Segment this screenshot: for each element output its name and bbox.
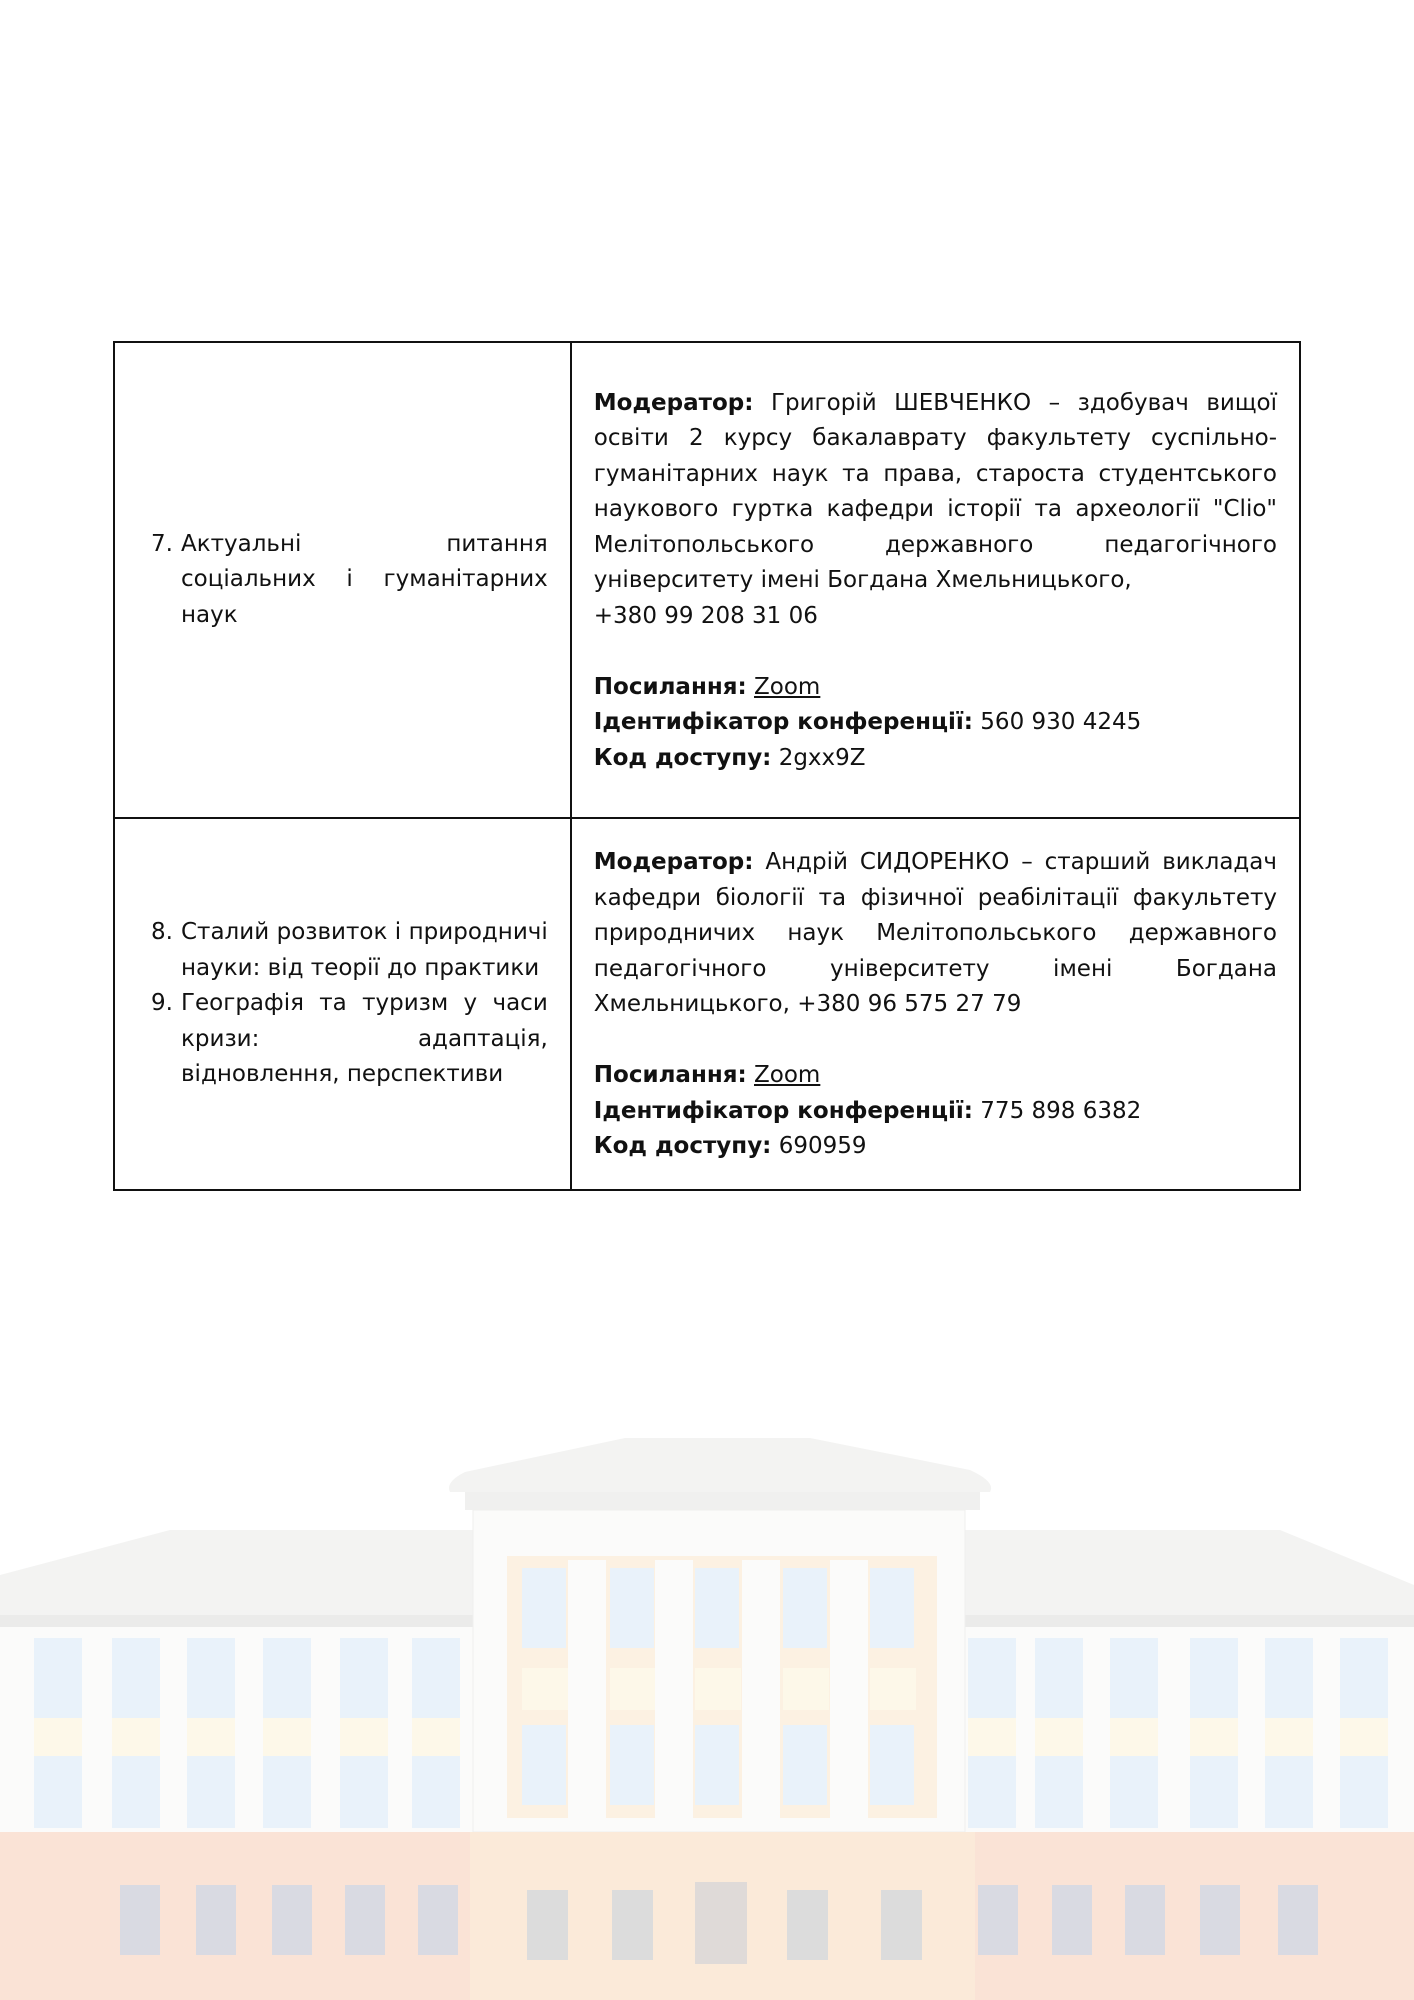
wing-window-middle: [412, 1718, 460, 1756]
ground-window: [612, 1890, 653, 1960]
section-list: [115, 527, 570, 634]
wing-window-upper: [340, 1638, 388, 1718]
wing-window-upper: [1265, 1638, 1313, 1718]
link-line: [594, 1058, 1277, 1094]
link-label: Посилання:: [593, 673, 747, 700]
left-wing-cornice: [0, 1615, 475, 1627]
tower-cornice: [465, 1492, 980, 1510]
tower-column: [742, 1560, 780, 1822]
ground-window: [345, 1885, 385, 1955]
wing-window-upper: [112, 1638, 160, 1718]
moderator-info-cell: [571, 342, 1300, 818]
wing-window-upper: [1340, 1638, 1388, 1718]
wing-window-middle: [112, 1718, 160, 1756]
tower-window-upper: [870, 1568, 914, 1648]
wing-window-middle: [1035, 1718, 1083, 1756]
moderator-label: Модератор:: [593, 389, 754, 416]
wing-window-middle: [1265, 1718, 1313, 1756]
wing-window-upper: [34, 1638, 82, 1718]
section-item: [151, 915, 548, 986]
spacer: [594, 1023, 1277, 1059]
wing-window-lower: [112, 1756, 160, 1828]
section-item: [151, 986, 548, 1093]
section-number: 9.: [151, 990, 173, 1016]
wing-window-upper: [187, 1638, 235, 1718]
conference-id-line: [594, 1094, 1277, 1130]
conference-id-label: Ідентифікатор конференції:: [593, 709, 973, 736]
tower-window-lower: [783, 1725, 827, 1805]
conference-id-value: 560 930 4245: [980, 709, 1142, 736]
wing-window-lower: [340, 1756, 388, 1828]
tower-window-upper: [695, 1568, 739, 1648]
wing-window-lower: [1035, 1756, 1083, 1828]
conference-id-line: [594, 705, 1277, 741]
tower-column: [830, 1560, 868, 1822]
wing-window-middle: [340, 1718, 388, 1756]
wing-window-lower: [968, 1756, 1016, 1828]
section-title: Актуальні питання соціальних і гуманітарних наук: [181, 530, 548, 628]
ground-window: [120, 1885, 160, 1955]
tower-window-lower: [522, 1725, 566, 1805]
wing-window-lower: [34, 1756, 82, 1828]
section-cell: [114, 342, 571, 818]
ground-window: [418, 1885, 458, 1955]
section-item: [151, 527, 548, 634]
wing-window-lower: [1340, 1756, 1388, 1828]
ground-floor-right: [975, 1832, 1414, 2000]
tower-windows: [522, 1560, 916, 1822]
wing-window-lower: [412, 1756, 460, 1828]
tower-window-middle: [522, 1668, 568, 1710]
access-code-label: Код доступу:: [593, 744, 772, 771]
tower-window-lower: [870, 1725, 914, 1805]
ground-window: [1052, 1885, 1092, 1955]
section-cell: [114, 818, 571, 1190]
spacer: [594, 634, 1277, 670]
access-code-label: Код доступу:: [593, 1133, 772, 1159]
tower-column: [568, 1560, 606, 1822]
right-wing-cornice: [965, 1615, 1414, 1627]
tower-window-middle: [610, 1668, 656, 1710]
tower-roof: [449, 1438, 991, 1492]
ground-window: [196, 1885, 236, 1955]
wing-window-middle: [1110, 1718, 1158, 1756]
moderator-paragraph: [594, 845, 1277, 1023]
section-list: [115, 915, 570, 1093]
wing-window-lower: [263, 1756, 311, 1828]
tower-window-lower: [610, 1725, 654, 1805]
tower-window-upper: [783, 1568, 827, 1648]
wing-window-upper: [1190, 1638, 1238, 1718]
wing-window-lower: [1190, 1756, 1238, 1828]
table-row: [114, 818, 1300, 1190]
moderator-description: Андрій СИДОРЕНКО – старший викладач кафедри біології та фізичної реабілітації факультету природничих наук Мелітопольського державного педагогічного університету імені Богдана Хмельницького, +380 96 575 27 79: [593, 849, 1277, 1017]
access-code-line: [594, 741, 1277, 777]
wing-window-middle: [263, 1718, 311, 1756]
moderator-description: Григорій ШЕВЧЕНКО – здобувач вищої освіти 2 курсу бакалаврату факультету суспільно-гуманітарних наук та права, староста студентського наукового гуртка кафедри історії та археології "Clio" Мелітопольського державного педагогічного університету імені Богдана Хмельницького,: [593, 389, 1278, 594]
wing-window-upper: [263, 1638, 311, 1718]
wing-window-upper: [1035, 1638, 1083, 1718]
wing-window-lower: [187, 1756, 235, 1828]
wing-window-upper: [412, 1638, 460, 1718]
ground-window: [272, 1885, 312, 1955]
moderator-phone: +380 99 208 31 06: [593, 602, 818, 629]
moderator-paragraph: [594, 386, 1277, 599]
tower-window-middle: [783, 1668, 829, 1710]
tower-column: [655, 1560, 693, 1822]
building-background-illustration: [0, 1420, 1414, 2000]
wing-window-middle: [1190, 1718, 1238, 1756]
wing-window-middle: [34, 1718, 82, 1756]
wing-window-middle: [1340, 1718, 1388, 1756]
wing-window-middle: [187, 1718, 235, 1756]
table-row: [114, 342, 1300, 818]
right-wing-roof: [965, 1530, 1414, 1615]
wing-window-middle: [968, 1718, 1016, 1756]
conference-id-value: 775 898 6382: [980, 1097, 1142, 1124]
ground-window: [1200, 1885, 1240, 1955]
wing-window-upper: [1110, 1638, 1158, 1718]
wing-window-lower: [1110, 1756, 1158, 1828]
main-entrance-door: [695, 1882, 747, 1964]
wing-window-lower: [1265, 1756, 1313, 1828]
ground-window: [1278, 1885, 1318, 1955]
tower-window-middle: [695, 1668, 741, 1710]
moderator-label: Модератор:: [593, 849, 754, 875]
moderator-info: [572, 360, 1299, 801]
ground-doors: [120, 1882, 1318, 1964]
moderator-info: [572, 819, 1299, 1189]
left-wing-roof: [0, 1530, 475, 1615]
access-code-line: [594, 1129, 1277, 1165]
ground-window: [527, 1890, 568, 1960]
ground-window: [1125, 1885, 1165, 1955]
schedule-table: [113, 341, 1301, 1191]
moderator-info-cell: [571, 818, 1300, 1190]
zoom-link[interactable]: Zoom: [754, 673, 821, 700]
ground-window: [787, 1890, 828, 1960]
section-number: 8.: [151, 919, 173, 945]
ground-window: [881, 1890, 922, 1960]
section-title: Географія та туризм у часи кризи: адаптація, відновлення, перспективи: [181, 990, 548, 1087]
link-line: [594, 670, 1277, 706]
tower-window-upper: [610, 1568, 654, 1648]
conference-id-label: Ідентифікатор конференції:: [593, 1097, 973, 1124]
access-code-value: 2gxx9Z: [778, 744, 866, 771]
section-title: Сталий розвиток і природничі науки: від теорії до практики: [181, 919, 548, 981]
link-label: Посилання:: [593, 1062, 747, 1088]
zoom-link[interactable]: Zoom: [754, 1062, 821, 1088]
ground-window: [978, 1885, 1018, 1955]
tower-window-upper: [522, 1568, 566, 1648]
access-code-value: 690959: [778, 1133, 867, 1159]
tower-window-lower: [695, 1725, 739, 1805]
tower-window-middle: [870, 1668, 916, 1710]
wing-window-upper: [968, 1638, 1016, 1718]
section-number: 7.: [151, 530, 173, 557]
